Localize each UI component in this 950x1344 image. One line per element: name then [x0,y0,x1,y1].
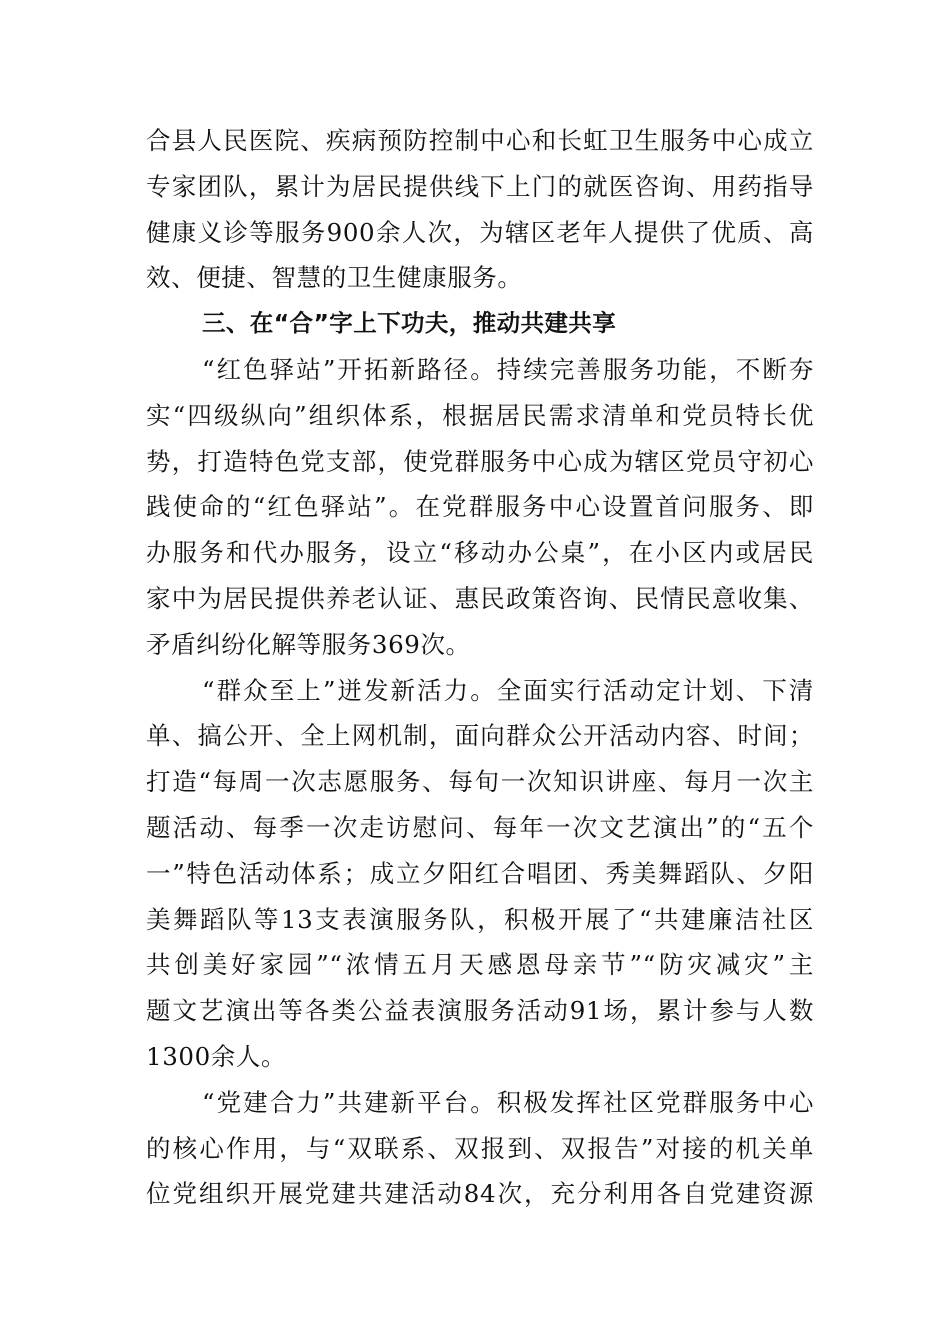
paragraph-line: 单、搞公开、全上网机制，面向群众公开活动内容、时间； [146,721,814,751]
paragraph-line: 合县人民医院、疾病预防控制中心和长虹卫生服务中心成立 [146,126,814,155]
paragraph-line: 位党组织开展党建共建活动84次，充分利用各自党建资源 [146,1179,814,1209]
paragraph-line: “红色驿站”开拓新路径。持续完善服务功能，不断夯 [202,354,814,384]
paragraph-line: “群众至上”迸发新活力。全面实行活动定计划、下清 [202,675,814,705]
paragraph-line: 效、便捷、智慧的卫生健康服务。 [146,263,523,293]
paragraph-line: 一”特色活动体系；成立夕阳红合唱团、秀美舞蹈队、夕阳 [146,858,814,888]
paragraph-line: 题活动、每季一次走访慰问、每年一次文艺演出”的“五个 [146,812,814,842]
paragraph-line: 势，打造特色党支部，使党群服务中心成为辖区党员守初心 [146,446,814,476]
paragraph-line: 践使命的“红色驿站”。在党群服务中心设置首问服务、即 [146,492,814,522]
paragraph-line: 1300余人。 [146,1041,287,1071]
paragraph-party-building [146,1080,814,1217]
paragraph-line: 实“四级纵向”组织体系，根据居民需求清单和党员特长优 [146,400,814,430]
paragraph-line: 办服务和代办服务，设立“移动办公桌”，在小区内或居民 [146,538,814,568]
paragraph-line: 家中为居民提供养老认证、惠民政策咨询、民情民意收集、 [146,583,814,613]
document-body [146,118,814,1217]
paragraph-line: 美舞蹈队等13支表演服务队，积极开展了“共建廉洁社区 [146,904,814,934]
paragraph-health-services [146,118,814,301]
paragraph-line: 题文艺演出等各类公益表演服务活动91场，累计参与人数 [146,996,814,1026]
paragraph-line: 矛盾纠纷化解等服务369次。 [146,629,471,659]
paragraph-line: 健康义诊等服务900余人次，为辖区老年人提供了优质、高 [146,217,814,247]
paragraph-masses-first [146,668,814,1080]
paragraph-red-station [146,347,814,668]
paragraph-line: 共创美好家园”“浓情五月天感恩母亲节”“防灾减灾”主 [146,950,814,980]
paragraph-line: 的核心作用，与“双联系、双报到、双报告”对接的机关单 [146,1133,814,1163]
section-heading: 三、在“合”字上下功夫，推动共建共享 [202,309,617,338]
paragraph-line: “党建合力”共建新平台。积极发挥社区党群服务中心 [202,1087,814,1117]
paragraph-line: 打造“每周一次志愿服务、每旬一次知识讲座、每月一次主 [146,767,814,797]
paragraph-line: 专家团队，累计为居民提供线下上门的就医咨询、用药指导 [146,171,814,201]
